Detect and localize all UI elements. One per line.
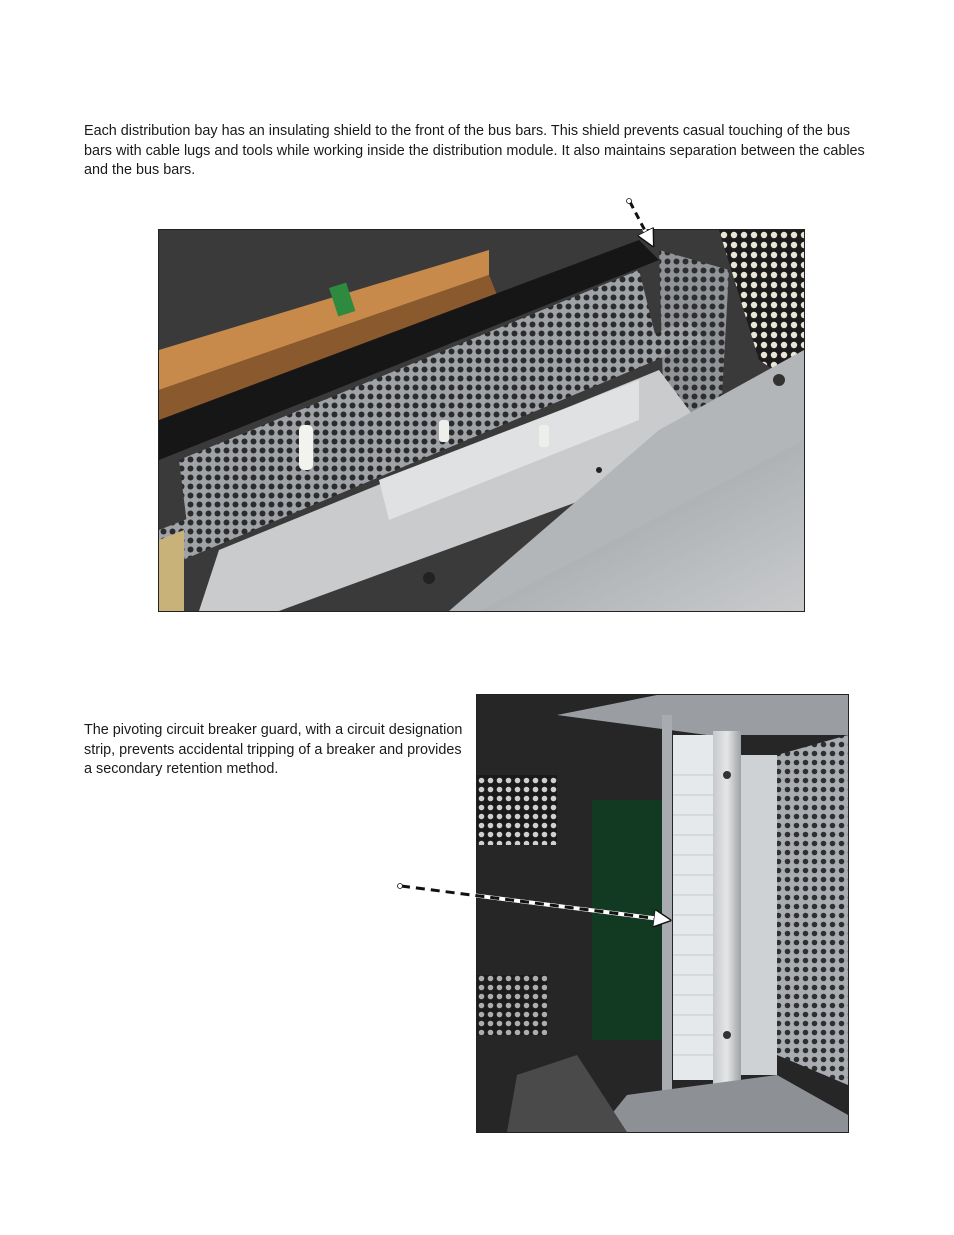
- breaker-guard-photo: [476, 694, 849, 1133]
- distribution-bay-photo: [158, 229, 805, 612]
- shield-description: Each distribution bay has an insulating shield to the front of the bus bars. This shield prevents casual touching of the bus bars with cable lugs and tools while working inside the distribution module. It also maintains separation between the cables and the bus bars.: [84, 123, 865, 178]
- breaker-guard-description: The pivoting circuit breaker guard, with a circuit designation strip, prevents accidental tripping of a breaker and provides a secondary retention method.: [84, 722, 463, 777]
